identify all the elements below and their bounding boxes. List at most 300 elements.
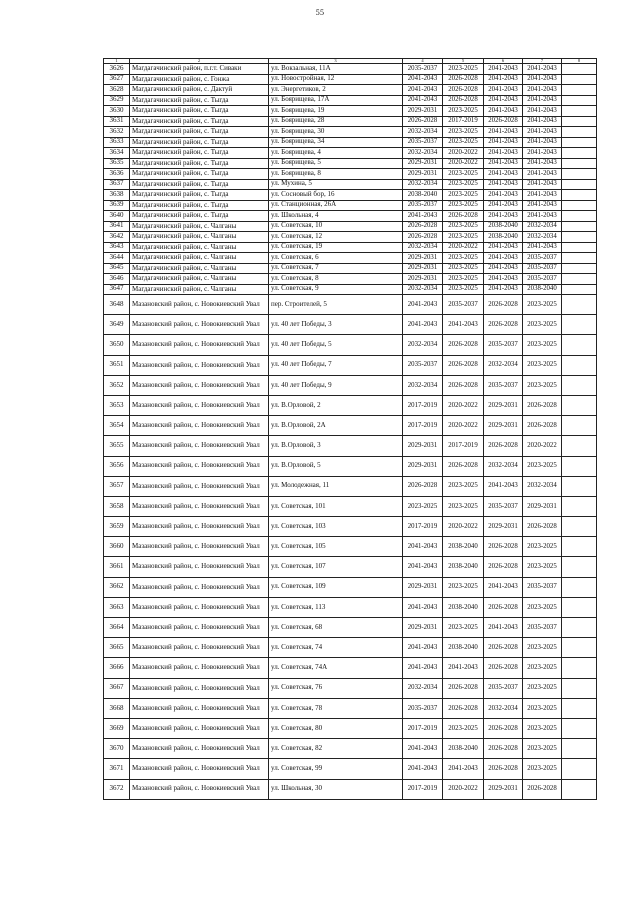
district-cell: Магдагачинский район, с. Чалганы xyxy=(130,253,269,264)
period-cell-5: 2023-2025 xyxy=(443,169,484,180)
empty-cell-8 xyxy=(562,116,597,127)
period-cell-4: 2026-2028 xyxy=(403,476,443,496)
period-cell-7: 2026-2028 xyxy=(523,517,562,537)
period-cell-6: 2041-2043 xyxy=(484,127,523,138)
empty-cell-8 xyxy=(562,221,597,232)
table-row xyxy=(104,85,597,96)
empty-cell-8 xyxy=(562,274,597,285)
empty-cell-8 xyxy=(562,253,597,264)
row-number-cell: 3665 xyxy=(104,638,130,658)
address-cell: ул. Сосновый бор, 16 xyxy=(269,190,403,201)
district-cell: Мазановский район, с. Новокиевский Увал xyxy=(130,496,269,516)
district-cell: Мазановский район, с. Новокиевский Увал xyxy=(130,638,269,658)
empty-cell-8 xyxy=(562,597,597,617)
period-cell-4: 2032-2034 xyxy=(403,375,443,395)
empty-cell-8 xyxy=(562,375,597,395)
period-cell-5: 2026-2028 xyxy=(443,95,484,106)
district-cell: Мазановский район, с. Новокиевский Увал xyxy=(130,557,269,577)
period-cell-5: 2041-2043 xyxy=(443,759,484,779)
row-number-cell: 3649 xyxy=(104,315,130,335)
period-cell-4: 2041-2043 xyxy=(403,295,443,315)
district-cell: Мазановский район, с. Новокиевский Увал xyxy=(130,759,269,779)
period-cell-4: 2017-2019 xyxy=(403,416,443,436)
period-cell-5: 2026-2028 xyxy=(443,355,484,375)
empty-cell-8 xyxy=(562,718,597,738)
period-cell-6: 2026-2028 xyxy=(484,295,523,315)
period-cell-5: 2020-2022 xyxy=(443,779,484,799)
period-cell-4: 2035-2037 xyxy=(403,64,443,75)
district-cell: Мазановский район, с. Новокиевский Увал xyxy=(130,537,269,557)
empty-cell-8 xyxy=(562,211,597,222)
column-header: 3 xyxy=(269,59,403,64)
row-number-cell: 3641 xyxy=(104,221,130,232)
row-number-cell: 3671 xyxy=(104,759,130,779)
empty-cell-8 xyxy=(562,476,597,496)
table-row xyxy=(104,274,597,285)
period-cell-5: 2038-2040 xyxy=(443,597,484,617)
period-cell-5: 2026-2028 xyxy=(443,698,484,718)
period-cell-6: 2026-2028 xyxy=(484,537,523,557)
period-cell-4: 2032-2034 xyxy=(403,179,443,190)
period-cell-7: 2041-2043 xyxy=(523,85,562,96)
district-cell: Магдагачинский район, с. Чалганы xyxy=(130,263,269,274)
period-cell-5: 2041-2043 xyxy=(443,315,484,335)
table-row xyxy=(104,678,597,698)
period-cell-4: 2032-2034 xyxy=(403,284,443,295)
table-row xyxy=(104,284,597,295)
district-cell: Мазановский район, с. Новокиевский Увал xyxy=(130,295,269,315)
period-cell-4: 2041-2043 xyxy=(403,759,443,779)
period-cell-6: 2026-2028 xyxy=(484,116,523,127)
period-cell-7: 2023-2025 xyxy=(523,315,562,335)
district-cell: Магдагачинский район, с. Тыгда xyxy=(130,137,269,148)
row-number-cell: 3653 xyxy=(104,395,130,415)
period-cell-7: 2041-2043 xyxy=(523,200,562,211)
column-header: 1 xyxy=(104,59,130,64)
address-cell: ул. Советская, 68 xyxy=(269,618,403,638)
period-cell-7: 2041-2043 xyxy=(523,116,562,127)
row-number-cell: 3650 xyxy=(104,335,130,355)
period-cell-4: 2041-2043 xyxy=(403,74,443,85)
row-number-cell: 3659 xyxy=(104,517,130,537)
district-cell: Мазановский район, с. Новокиевский Увал xyxy=(130,779,269,799)
table-row xyxy=(104,179,597,190)
empty-cell-8 xyxy=(562,85,597,96)
address-cell: ул. Молодежная, 11 xyxy=(269,476,403,496)
table-row xyxy=(104,577,597,597)
empty-cell-8 xyxy=(562,557,597,577)
row-number-cell: 3668 xyxy=(104,698,130,718)
table-row xyxy=(104,158,597,169)
row-number-cell: 3636 xyxy=(104,169,130,180)
row-number-cell: 3654 xyxy=(104,416,130,436)
period-cell-7: 2023-2025 xyxy=(523,759,562,779)
district-cell: Магдагачинский район, п.г.т. Сиваки xyxy=(130,64,269,75)
period-cell-7: 2041-2043 xyxy=(523,179,562,190)
period-cell-7: 2020-2022 xyxy=(523,436,562,456)
address-cell: ул. Советская, 113 xyxy=(269,597,403,617)
table-row xyxy=(104,116,597,127)
empty-cell-8 xyxy=(562,284,597,295)
row-number-cell: 3667 xyxy=(104,678,130,698)
period-cell-5: 2026-2028 xyxy=(443,375,484,395)
period-cell-7: 2041-2043 xyxy=(523,74,562,85)
period-cell-6: 2041-2043 xyxy=(484,179,523,190)
table-row xyxy=(104,64,597,75)
period-cell-4: 2035-2037 xyxy=(403,200,443,211)
period-cell-7: 2023-2025 xyxy=(523,739,562,759)
address-cell: ул. В.Орловой, 2А xyxy=(269,416,403,436)
period-cell-5: 2023-2025 xyxy=(443,577,484,597)
period-cell-6: 2041-2043 xyxy=(484,200,523,211)
row-number-cell: 3640 xyxy=(104,211,130,222)
district-cell: Мазановский район, с. Новокиевский Увал xyxy=(130,375,269,395)
table-row xyxy=(104,517,597,537)
row-number-cell: 3664 xyxy=(104,618,130,638)
row-number-cell: 3630 xyxy=(104,106,130,117)
period-cell-4: 2017-2019 xyxy=(403,779,443,799)
row-number-cell: 3647 xyxy=(104,284,130,295)
row-number-cell: 3639 xyxy=(104,200,130,211)
period-cell-7: 2041-2043 xyxy=(523,158,562,169)
period-cell-7: 2023-2025 xyxy=(523,375,562,395)
district-cell: Магдагачинский район, с. Тыгда xyxy=(130,127,269,138)
table-row xyxy=(104,169,597,180)
period-cell-5: 2023-2025 xyxy=(443,232,484,243)
address-cell: ул. 40 лет Победы, 7 xyxy=(269,355,403,375)
empty-cell-8 xyxy=(562,127,597,138)
district-cell: Магдагачинский район, с. Тыгда xyxy=(130,148,269,159)
period-cell-5: 2023-2025 xyxy=(443,106,484,117)
column-header: 2 xyxy=(130,59,269,64)
address-cell: пер. Строителей, 5 xyxy=(269,295,403,315)
period-cell-5: 2026-2028 xyxy=(443,74,484,85)
column-header: 5 xyxy=(443,59,484,64)
row-number-cell: 3643 xyxy=(104,242,130,253)
period-cell-7: 2023-2025 xyxy=(523,658,562,678)
period-cell-6: 2035-2037 xyxy=(484,335,523,355)
district-cell: Магдагачинский район, с. Чалганы xyxy=(130,274,269,285)
period-cell-7: 2026-2028 xyxy=(523,779,562,799)
period-cell-7: 2032-2034 xyxy=(523,476,562,496)
period-cell-6: 2041-2043 xyxy=(484,137,523,148)
table-row xyxy=(104,436,597,456)
period-cell-4: 2041-2043 xyxy=(403,638,443,658)
empty-cell-8 xyxy=(562,395,597,415)
table-row xyxy=(104,759,597,779)
district-cell: Мазановский район, с. Новокиевский Увал xyxy=(130,698,269,718)
period-cell-7: 2023-2025 xyxy=(523,678,562,698)
period-cell-4: 2041-2043 xyxy=(403,85,443,96)
period-cell-6: 2032-2034 xyxy=(484,698,523,718)
district-cell: Магдагачинский район, с. Чалганы xyxy=(130,232,269,243)
address-cell: ул. Мухина, 5 xyxy=(269,179,403,190)
period-cell-6: 2026-2028 xyxy=(484,315,523,335)
table-row xyxy=(104,456,597,476)
empty-cell-8 xyxy=(562,436,597,456)
period-cell-5: 2023-2025 xyxy=(443,253,484,264)
address-cell: ул. Вокзальная, 11А xyxy=(269,64,403,75)
period-cell-6: 2041-2043 xyxy=(484,284,523,295)
district-cell: Магдагачинский район, с. Чалганы xyxy=(130,221,269,232)
address-cell: ул. Советская, 103 xyxy=(269,517,403,537)
table-row xyxy=(104,476,597,496)
period-cell-7: 2023-2025 xyxy=(523,335,562,355)
period-cell-4: 2035-2037 xyxy=(403,698,443,718)
empty-cell-8 xyxy=(562,456,597,476)
address-cell: ул. Боярищева, 34 xyxy=(269,137,403,148)
district-cell: Мазановский район, с. Новокиевский Увал xyxy=(130,658,269,678)
table-row xyxy=(104,127,597,138)
table-row xyxy=(104,638,597,658)
period-cell-4: 2032-2034 xyxy=(403,242,443,253)
district-cell: Магдагачинский район, с. Тыгда xyxy=(130,116,269,127)
table-row xyxy=(104,779,597,799)
table-row xyxy=(104,416,597,436)
period-cell-6: 2026-2028 xyxy=(484,597,523,617)
row-number-cell: 3634 xyxy=(104,148,130,159)
empty-cell-8 xyxy=(562,179,597,190)
period-cell-6: 2029-2031 xyxy=(484,779,523,799)
page-number: 55 xyxy=(315,8,325,17)
period-cell-6: 2026-2028 xyxy=(484,759,523,779)
address-cell: ул. Боярищева, 30 xyxy=(269,127,403,138)
period-cell-4: 2029-2031 xyxy=(403,253,443,264)
period-cell-7: 2035-2037 xyxy=(523,274,562,285)
period-cell-5: 2035-2037 xyxy=(443,295,484,315)
address-cell: ул. Советская, 109 xyxy=(269,577,403,597)
period-cell-7: 2023-2025 xyxy=(523,597,562,617)
empty-cell-8 xyxy=(562,678,597,698)
empty-cell-8 xyxy=(562,242,597,253)
table-row xyxy=(104,658,597,678)
district-cell: Магдагачинский район, с. Дактуй xyxy=(130,85,269,96)
address-cell: ул. Боярищева, 19 xyxy=(269,106,403,117)
table-row xyxy=(104,106,597,117)
period-cell-5: 2023-2025 xyxy=(443,263,484,274)
period-cell-7: 2026-2028 xyxy=(523,416,562,436)
district-cell: Мазановский район, с. Новокиевский Увал xyxy=(130,436,269,456)
table-row xyxy=(104,74,597,85)
column-header: 6 xyxy=(484,59,523,64)
empty-cell-8 xyxy=(562,537,597,557)
district-cell: Мазановский район, с. Новокиевский Увал xyxy=(130,315,269,335)
table-row xyxy=(104,295,597,315)
district-cell: Магдагачинский район, с. Тыгда xyxy=(130,190,269,201)
period-cell-6: 2035-2037 xyxy=(484,678,523,698)
period-cell-5: 2017-2019 xyxy=(443,436,484,456)
empty-cell-8 xyxy=(562,618,597,638)
period-cell-6: 2029-2031 xyxy=(484,395,523,415)
empty-cell-8 xyxy=(562,190,597,201)
period-cell-4: 2041-2043 xyxy=(403,557,443,577)
row-number-cell: 3633 xyxy=(104,137,130,148)
period-cell-4: 2032-2034 xyxy=(403,148,443,159)
district-cell: Магдагачинский район, с. Тыгда xyxy=(130,211,269,222)
table-row xyxy=(104,718,597,738)
district-cell: Мазановский район, с. Новокиевский Увал xyxy=(130,577,269,597)
period-cell-5: 2023-2025 xyxy=(443,618,484,638)
row-number-cell: 3662 xyxy=(104,577,130,597)
empty-cell-8 xyxy=(562,779,597,799)
period-cell-5: 2038-2040 xyxy=(443,638,484,658)
table-row xyxy=(104,355,597,375)
period-cell-6: 2041-2043 xyxy=(484,74,523,85)
table-row xyxy=(104,375,597,395)
table-row xyxy=(104,618,597,638)
row-number-cell: 3631 xyxy=(104,116,130,127)
table-row xyxy=(104,232,597,243)
period-cell-7: 2041-2043 xyxy=(523,242,562,253)
period-cell-4: 2041-2043 xyxy=(403,658,443,678)
period-cell-4: 2041-2043 xyxy=(403,537,443,557)
period-cell-5: 2023-2025 xyxy=(443,284,484,295)
data-table xyxy=(103,58,597,800)
period-cell-4: 2029-2031 xyxy=(403,274,443,285)
address-cell: ул. Советская, 78 xyxy=(269,698,403,718)
period-cell-5: 2026-2028 xyxy=(443,85,484,96)
row-number-cell: 3656 xyxy=(104,456,130,476)
period-cell-5: 2023-2025 xyxy=(443,64,484,75)
period-cell-6: 2032-2034 xyxy=(484,355,523,375)
empty-cell-8 xyxy=(562,517,597,537)
period-cell-5: 2026-2028 xyxy=(443,456,484,476)
row-number-cell: 3626 xyxy=(104,64,130,75)
period-cell-7: 2035-2037 xyxy=(523,253,562,264)
period-cell-6: 2041-2043 xyxy=(484,242,523,253)
row-number-cell: 3648 xyxy=(104,295,130,315)
district-cell: Мазановский район, с. Новокиевский Увал xyxy=(130,597,269,617)
period-cell-5: 2017-2019 xyxy=(443,116,484,127)
table-row xyxy=(104,496,597,516)
empty-cell-8 xyxy=(562,658,597,678)
table-row xyxy=(104,315,597,335)
period-cell-5: 2038-2040 xyxy=(443,557,484,577)
district-cell: Магдагачинский район, с. Тыгда xyxy=(130,169,269,180)
period-cell-6: 2041-2043 xyxy=(484,263,523,274)
empty-cell-8 xyxy=(562,137,597,148)
table-row xyxy=(104,597,597,617)
table-row xyxy=(104,263,597,274)
period-cell-6: 2041-2043 xyxy=(484,253,523,264)
row-number-cell: 3658 xyxy=(104,496,130,516)
period-cell-6: 2029-2031 xyxy=(484,416,523,436)
row-number-cell: 3627 xyxy=(104,74,130,85)
period-cell-7: 2041-2043 xyxy=(523,169,562,180)
table-row xyxy=(104,242,597,253)
period-cell-6: 2026-2028 xyxy=(484,718,523,738)
row-number-cell: 3661 xyxy=(104,557,130,577)
period-cell-4: 2041-2043 xyxy=(403,597,443,617)
period-cell-4: 2029-2031 xyxy=(403,618,443,638)
period-cell-7: 2023-2025 xyxy=(523,557,562,577)
empty-cell-8 xyxy=(562,295,597,315)
district-cell: Мазановский район, с. Новокиевский Увал xyxy=(130,456,269,476)
empty-cell-8 xyxy=(562,106,597,117)
period-cell-4: 2026-2028 xyxy=(403,221,443,232)
period-cell-4: 2041-2043 xyxy=(403,739,443,759)
district-cell: Магдагачинский район, с. Тыгда xyxy=(130,179,269,190)
period-cell-5: 2020-2022 xyxy=(443,242,484,253)
table-row xyxy=(104,137,597,148)
period-cell-6: 2035-2037 xyxy=(484,496,523,516)
period-cell-4: 2032-2034 xyxy=(403,335,443,355)
period-cell-7: 2023-2025 xyxy=(523,718,562,738)
address-cell: ул. Советская, 99 xyxy=(269,759,403,779)
period-cell-7: 2038-2040 xyxy=(523,284,562,295)
period-cell-6: 2035-2037 xyxy=(484,375,523,395)
period-cell-6: 2041-2043 xyxy=(484,148,523,159)
period-cell-5: 2023-2025 xyxy=(443,221,484,232)
table-row xyxy=(104,557,597,577)
period-cell-5: 2020-2022 xyxy=(443,395,484,415)
table-row xyxy=(104,211,597,222)
address-cell: ул. Советская, 76 xyxy=(269,678,403,698)
period-cell-5: 2026-2028 xyxy=(443,211,484,222)
address-cell: ул. Советская, 105 xyxy=(269,537,403,557)
table-row xyxy=(104,335,597,355)
period-cell-6: 2029-2031 xyxy=(484,517,523,537)
period-cell-5: 2023-2025 xyxy=(443,718,484,738)
row-number-cell: 3652 xyxy=(104,375,130,395)
row-number-cell: 3637 xyxy=(104,179,130,190)
period-cell-4: 2035-2037 xyxy=(403,137,443,148)
empty-cell-8 xyxy=(562,759,597,779)
period-cell-5: 2026-2028 xyxy=(443,335,484,355)
address-cell: ул. Школьная, 4 xyxy=(269,211,403,222)
period-cell-7: 2041-2043 xyxy=(523,127,562,138)
period-cell-5: 2020-2022 xyxy=(443,416,484,436)
period-cell-5: 2023-2025 xyxy=(443,179,484,190)
table-row xyxy=(104,739,597,759)
period-cell-7: 2041-2043 xyxy=(523,190,562,201)
district-cell: Мазановский район, с. Новокиевский Увал xyxy=(130,678,269,698)
period-cell-6: 2041-2043 xyxy=(484,211,523,222)
period-cell-5: 2023-2025 xyxy=(443,476,484,496)
period-cell-7: 2041-2043 xyxy=(523,95,562,106)
period-cell-5: 2023-2025 xyxy=(443,496,484,516)
row-number-cell: 3655 xyxy=(104,436,130,456)
period-cell-7: 2035-2037 xyxy=(523,618,562,638)
table-row xyxy=(104,253,597,264)
period-cell-4: 2026-2028 xyxy=(403,232,443,243)
period-cell-5: 2041-2043 xyxy=(443,658,484,678)
empty-cell-8 xyxy=(562,496,597,516)
period-cell-5: 2020-2022 xyxy=(443,148,484,159)
period-cell-6: 2026-2028 xyxy=(484,739,523,759)
row-number-cell: 3632 xyxy=(104,127,130,138)
period-cell-7: 2041-2043 xyxy=(523,106,562,117)
row-number-cell: 3642 xyxy=(104,232,130,243)
row-number-cell: 3666 xyxy=(104,658,130,678)
empty-cell-8 xyxy=(562,148,597,159)
period-cell-4: 2029-2031 xyxy=(403,263,443,274)
period-cell-4: 2017-2019 xyxy=(403,395,443,415)
district-cell: Мазановский район, с. Новокиевский Увал xyxy=(130,355,269,375)
period-cell-4: 2041-2043 xyxy=(403,315,443,335)
row-number-cell: 3663 xyxy=(104,597,130,617)
address-cell: ул. Советская, 74А xyxy=(269,658,403,678)
period-cell-4: 2017-2019 xyxy=(403,718,443,738)
empty-cell-8 xyxy=(562,158,597,169)
empty-cell-8 xyxy=(562,335,597,355)
period-cell-7: 2023-2025 xyxy=(523,456,562,476)
period-cell-6: 2038-2040 xyxy=(484,221,523,232)
address-cell: ул. Советская, 8 xyxy=(269,274,403,285)
period-cell-7: 2023-2025 xyxy=(523,698,562,718)
column-header: 4 xyxy=(403,59,443,64)
period-cell-4: 2029-2031 xyxy=(403,577,443,597)
